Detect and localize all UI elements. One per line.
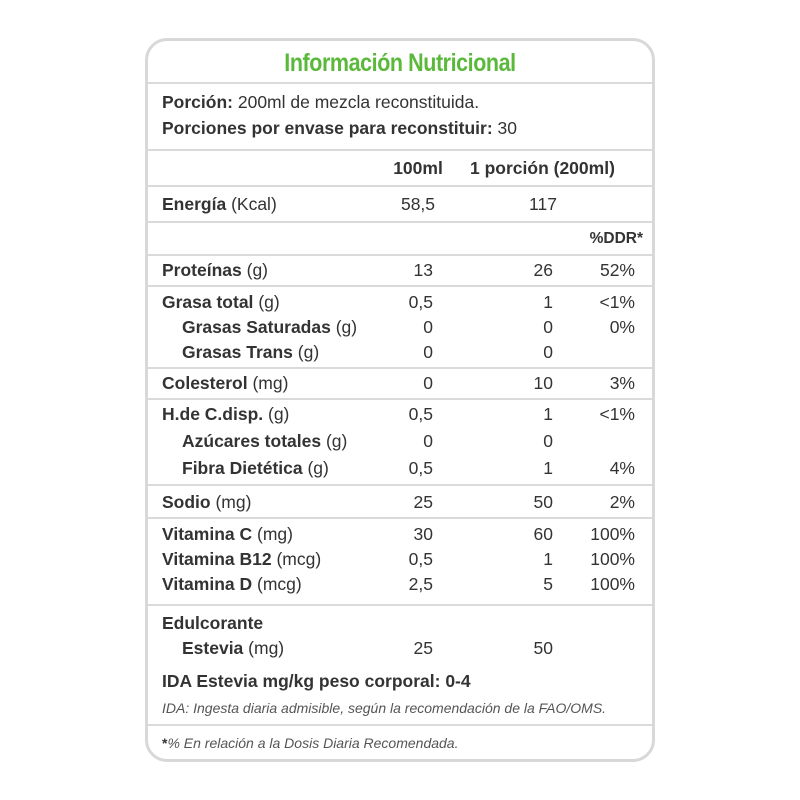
divider bbox=[148, 185, 652, 187]
nutrient-name: Fibra Dietética bbox=[182, 458, 303, 478]
nutrient-name: Grasas Saturadas bbox=[182, 317, 331, 337]
divider bbox=[148, 398, 652, 400]
vitamin-d-value-100ml: 2,5 bbox=[408, 574, 433, 594]
total-fat-value-100ml: 0,5 bbox=[408, 292, 433, 312]
row-sugars-label bbox=[182, 430, 347, 452]
nutrient-name: Colesterol bbox=[162, 373, 248, 393]
sugars-value-portion: 0 bbox=[543, 431, 553, 451]
nutrient-name: Proteínas bbox=[162, 260, 242, 280]
ida-heading: IDA Estevia mg/kg peso corporal: 0-4 bbox=[162, 671, 471, 691]
nutrient-name: Energía bbox=[162, 194, 227, 214]
sodium-value-ddr: 2% bbox=[609, 492, 635, 512]
sodium-value-100ml: 25 bbox=[413, 492, 433, 512]
saturated-fat-value-portion: 0 bbox=[543, 317, 553, 337]
fiber-value-ddr: 4% bbox=[609, 458, 635, 478]
servings-line bbox=[162, 117, 517, 139]
stevia-value-portion: 50 bbox=[533, 638, 553, 658]
proteins-value-100ml: 13 bbox=[413, 260, 433, 280]
vitamin-b12-value-100ml: 0,5 bbox=[408, 549, 433, 569]
trans-fat-value-100ml: 0 bbox=[423, 342, 433, 362]
nutrient-unit: (g) bbox=[335, 317, 358, 337]
divider bbox=[148, 724, 652, 726]
nutrient-name: H.de C.disp. bbox=[162, 404, 264, 424]
carbs-value-portion: 1 bbox=[543, 404, 553, 424]
nutrient-name: Vitamina B12 bbox=[162, 549, 272, 569]
footnote-text: % En relación a la Dosis Diaria Recomendada. bbox=[167, 735, 459, 751]
footnote-asterisk: * bbox=[162, 735, 168, 751]
nutrient-unit: (mg) bbox=[215, 492, 252, 512]
row-vitamin-b12-label bbox=[162, 548, 321, 570]
row-carbs-label bbox=[162, 403, 289, 425]
row-stevia-label bbox=[182, 637, 284, 659]
ddr-header: %DDR* bbox=[589, 230, 643, 247]
cholesterol-value-portion: 10 bbox=[533, 373, 553, 393]
cholesterol-value-100ml: 0 bbox=[423, 373, 433, 393]
row-energy-label bbox=[162, 193, 277, 215]
stevia-value-100ml: 25 bbox=[413, 638, 433, 658]
row-saturated-fat-label bbox=[182, 316, 357, 338]
carbs-value-ddr: <1% bbox=[599, 404, 635, 424]
row-trans-fat-label bbox=[182, 341, 319, 363]
divider bbox=[148, 254, 652, 256]
vitamin-c-value-portion: 60 bbox=[533, 524, 553, 544]
vitamin-c-value-ddr: 100% bbox=[590, 524, 635, 544]
nutrient-name: Grasa total bbox=[162, 292, 254, 312]
carbs-value-100ml: 0,5 bbox=[408, 404, 433, 424]
nutrient-name: Grasas Trans bbox=[182, 342, 293, 362]
row-proteins-label bbox=[162, 259, 268, 281]
nutrient-unit: (g) bbox=[307, 458, 329, 478]
trans-fat-value-portion: 0 bbox=[543, 342, 553, 362]
nutrient-unit: (mcg) bbox=[257, 574, 302, 594]
proteins-value-ddr: 52% bbox=[599, 260, 635, 280]
divider bbox=[148, 285, 652, 287]
nutrient-unit: (mg) bbox=[257, 524, 293, 544]
nutrient-unit: (mg) bbox=[252, 373, 289, 393]
energy-value-portion: 117 bbox=[529, 194, 557, 214]
total-fat-value-ddr: <1% bbox=[599, 292, 635, 312]
divider bbox=[148, 517, 652, 519]
column-header-100ml: 100ml bbox=[393, 158, 443, 178]
fiber-value-100ml: 0,5 bbox=[408, 458, 433, 478]
column-header-portion: 1 porción (200ml) bbox=[470, 158, 615, 178]
row-vitamin-c-label bbox=[162, 523, 293, 545]
nutrient-unit: (g) bbox=[258, 292, 280, 312]
divider bbox=[148, 604, 652, 606]
servings-label: Porciones por envase para reconstituir: bbox=[162, 118, 493, 138]
row-vitamin-d-label bbox=[162, 573, 302, 595]
ida-note: IDA: Ingesta diaria admisible, según la recomendación de la FAO/OMS. bbox=[162, 700, 607, 716]
row-fiber-label bbox=[182, 457, 329, 479]
nutrient-name: Estevia bbox=[182, 638, 244, 658]
sodium-value-portion: 50 bbox=[533, 492, 553, 512]
row-sodium-label bbox=[162, 491, 251, 513]
portion-line bbox=[162, 91, 479, 113]
divider bbox=[148, 484, 652, 486]
total-fat-value-portion: 1 bbox=[543, 292, 553, 312]
energy-value-100ml: 58,5 bbox=[400, 194, 436, 214]
nutrition-facts-panel bbox=[145, 38, 655, 762]
sweetener-header: Edulcorante bbox=[162, 613, 264, 633]
nutrient-unit: (mcg) bbox=[276, 549, 322, 569]
vitamin-b12-value-ddr: 100% bbox=[590, 549, 635, 569]
vitamin-d-value-ddr: 100% bbox=[590, 574, 635, 594]
fiber-value-portion: 1 bbox=[543, 458, 553, 478]
nutrient-unit: (g) bbox=[297, 342, 320, 362]
vitamin-b12-value-portion: 1 bbox=[543, 549, 553, 569]
portion-label: Porción: bbox=[162, 92, 233, 112]
nutrient-unit: (g) bbox=[325, 431, 348, 451]
nutrient-name: Vitamina C bbox=[162, 524, 253, 544]
divider bbox=[148, 367, 652, 369]
vitamin-d-value-portion: 5 bbox=[543, 574, 553, 594]
saturated-fat-value-ddr: 0% bbox=[609, 317, 635, 337]
divider bbox=[148, 149, 652, 151]
divider bbox=[148, 82, 652, 84]
divider bbox=[148, 221, 652, 223]
vitamin-c-value-100ml: 30 bbox=[413, 524, 433, 544]
saturated-fat-value-100ml: 0 bbox=[423, 317, 433, 337]
nutrient-name: Sodio bbox=[162, 492, 211, 512]
row-cholesterol-label bbox=[162, 372, 288, 394]
nutrient-name: Vitamina D bbox=[162, 574, 253, 594]
nutrient-unit: (mg) bbox=[248, 638, 285, 658]
portion-value: 200ml de mezcla reconstituida. bbox=[237, 92, 480, 112]
servings-value: 30 bbox=[497, 118, 518, 138]
proteins-value-portion: 26 bbox=[533, 260, 553, 280]
nutrient-unit: (Kcal) bbox=[231, 194, 277, 214]
panel-title: Información Nutricional bbox=[284, 49, 516, 77]
cholesterol-value-ddr: 3% bbox=[609, 373, 635, 393]
footnote bbox=[162, 732, 459, 754]
nutrient-unit: (g) bbox=[246, 260, 269, 280]
row-total-fat-label bbox=[162, 291, 280, 313]
sugars-value-100ml: 0 bbox=[423, 431, 433, 451]
nutrient-unit: (g) bbox=[268, 404, 290, 424]
nutrient-name: Azúcares totales bbox=[182, 431, 322, 451]
